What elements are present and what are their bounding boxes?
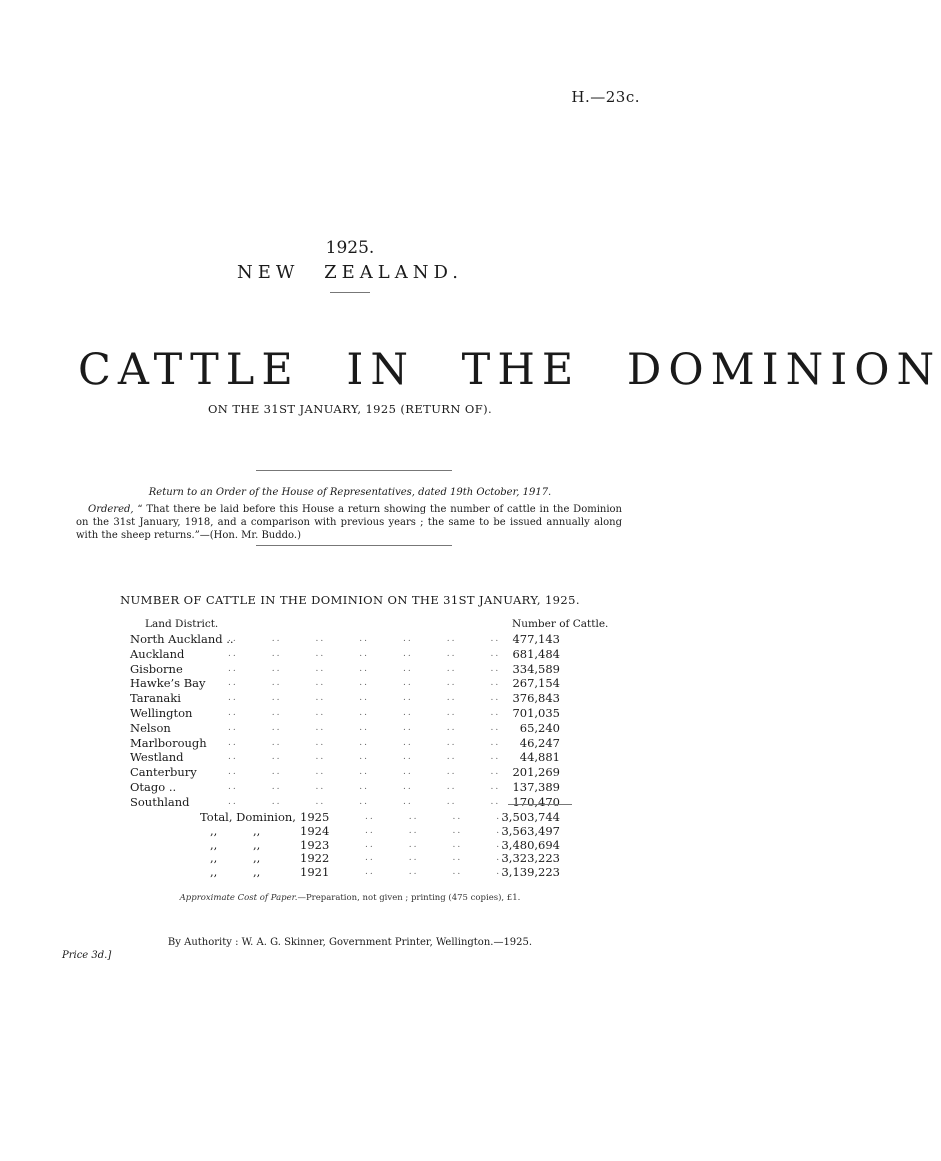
document-subtitle: ON THE 31ST JANUARY, 1925 (RETURN OF). (207, 402, 493, 416)
total-row (200, 851, 600, 866)
order-divider (256, 545, 452, 546)
ditto-mark: ,, (253, 823, 261, 838)
leader-dots: .. .. .. .. .. .. .. (228, 693, 501, 704)
ditto-mark: ,, (253, 837, 261, 852)
cost-label: Approximate Cost of Paper. (179, 893, 298, 903)
leader-dots: .. .. .. .. (365, 839, 506, 850)
table-row (130, 721, 600, 736)
leader-dots: .. .. .. .. .. .. .. (228, 752, 501, 763)
leader-dots: .. .. .. .. (365, 853, 506, 864)
cattle-count: 701,035 (512, 706, 560, 720)
table-row (130, 691, 600, 706)
cattle-count: 477,143 (512, 632, 560, 646)
leader-dots: .. .. .. .. .. .. .. (228, 767, 501, 778)
price: Price 3d.] (62, 950, 112, 961)
leader-dots: .. .. .. .. (365, 867, 506, 878)
district-name: Marlborough (130, 735, 207, 750)
column-header-district: Land District. (145, 618, 219, 630)
table-row (130, 676, 600, 691)
table-row (130, 736, 600, 751)
district-name: Gisborne (130, 661, 183, 676)
table-row (130, 780, 600, 795)
total-count: 3,563,497 (501, 823, 560, 838)
cattle-count: 334,589 (512, 661, 560, 676)
cattle-count: 170,470 (512, 794, 560, 809)
ditto-mark: ,, (253, 865, 261, 880)
total-label: Total, Dominion, (200, 810, 296, 824)
table-row (130, 632, 600, 647)
total-year: 1924 (300, 823, 330, 838)
table-row (130, 647, 600, 662)
cattle-count: 376,843 (512, 691, 560, 706)
cattle-count: 681,484 (512, 646, 560, 661)
leader-dots: .. .. .. .. .. .. .. (228, 782, 501, 792)
district-name: Westland (130, 750, 184, 765)
order-text (76, 503, 622, 542)
cattle-count: 201,269 (512, 765, 560, 780)
leader-dots: .. .. .. .. .. .. .. (228, 708, 501, 718)
table-row (130, 662, 600, 677)
document-title: CATTLE IN THE DOMINION (78, 345, 941, 395)
publication-year: 1925. (325, 238, 375, 258)
leader-dots: .. .. .. .. .. .. .. (228, 678, 501, 689)
cattle-count: 65,240 (519, 720, 560, 735)
district-name: Otago .. (130, 780, 177, 794)
title-divider (256, 470, 452, 471)
table-row (130, 706, 600, 721)
leader-dots: .. .. .. .. (365, 825, 506, 836)
total-count: 3,480,694 (501, 837, 560, 852)
ditto-mark: ,, (210, 823, 218, 838)
district-name: Canterbury (130, 765, 197, 780)
cattle-count: 137,389 (512, 780, 560, 794)
ordered-body: “ That there be laid before this House a return showing the number of cattle in the Dominion on the 31st January, 1918, and a comparison with previous years ; the same to be issued annually along with the sheep returns.”—(Hon. Mr. Buddo.) (76, 504, 622, 541)
total-count: 3,139,223 (501, 865, 560, 880)
total-count: 3,323,223 (501, 851, 560, 866)
leader-dots: .. .. .. .. .. .. .. (228, 737, 501, 748)
total-year: 1925 (300, 810, 330, 824)
ditto-mark: ,, (210, 851, 218, 866)
country-heading: NEW ZEALAND. (237, 262, 463, 283)
district-name: Nelson (130, 720, 171, 735)
masthead-divider (330, 292, 370, 293)
district-name: Hawke’s Bay (130, 676, 206, 691)
document-reference: H.—23c. (571, 88, 640, 106)
column-header-number: Number of Cattle. (512, 618, 609, 630)
leader-dots: .. .. .. .. (365, 812, 506, 822)
total-year: 1921 (300, 865, 330, 880)
cattle-count: 267,154 (512, 676, 560, 691)
cattle-count: 44,881 (519, 750, 560, 765)
table-row (130, 795, 600, 810)
leader-dots: .. .. .. .. .. .. .. (228, 634, 501, 644)
total-year: 1922 (300, 851, 330, 866)
order-of-house: Return to an Order of the House of Representatives, dated 19th October, 1917. (148, 487, 552, 498)
district-name: Southland (130, 794, 190, 809)
district-name: Taranaki (130, 691, 181, 706)
ditto-mark: ,, (253, 851, 261, 866)
total-year: 1923 (300, 837, 330, 852)
leader-dots: .. .. .. .. .. .. .. (228, 796, 501, 807)
cost-text: —Preparation, not given ; printing (475 copies), £1. (297, 893, 521, 903)
total-row (200, 810, 600, 825)
total-row (200, 865, 600, 880)
district-name: North Auckland .. (130, 632, 234, 646)
printer-authority: By Authority : W. A. G. Skinner, Government Printer, Wellington.—1925. (167, 937, 533, 948)
total-row (200, 838, 600, 853)
total-count: 3,503,744 (501, 810, 560, 824)
table-title: NUMBER OF CATTLE IN THE DOMINION ON THE 31ST JANUARY, 1925. (120, 593, 580, 607)
district-name: Auckland (130, 646, 185, 661)
total-row (200, 824, 600, 839)
leader-dots: .. .. .. .. .. .. .. (228, 648, 501, 659)
cost-of-paper (0, 893, 700, 903)
ordered-label: Ordered, (88, 504, 134, 515)
ditto-mark: ,, (210, 837, 218, 852)
district-name: Wellington (130, 706, 193, 720)
table-row (130, 765, 600, 780)
ditto-mark: ,, (210, 865, 218, 880)
cattle-count: 46,247 (519, 735, 560, 750)
table-row (130, 750, 600, 765)
leader-dots: .. .. .. .. .. .. .. (228, 722, 501, 733)
total-divider (508, 804, 572, 805)
leader-dots: .. .. .. .. .. .. .. (228, 663, 501, 674)
